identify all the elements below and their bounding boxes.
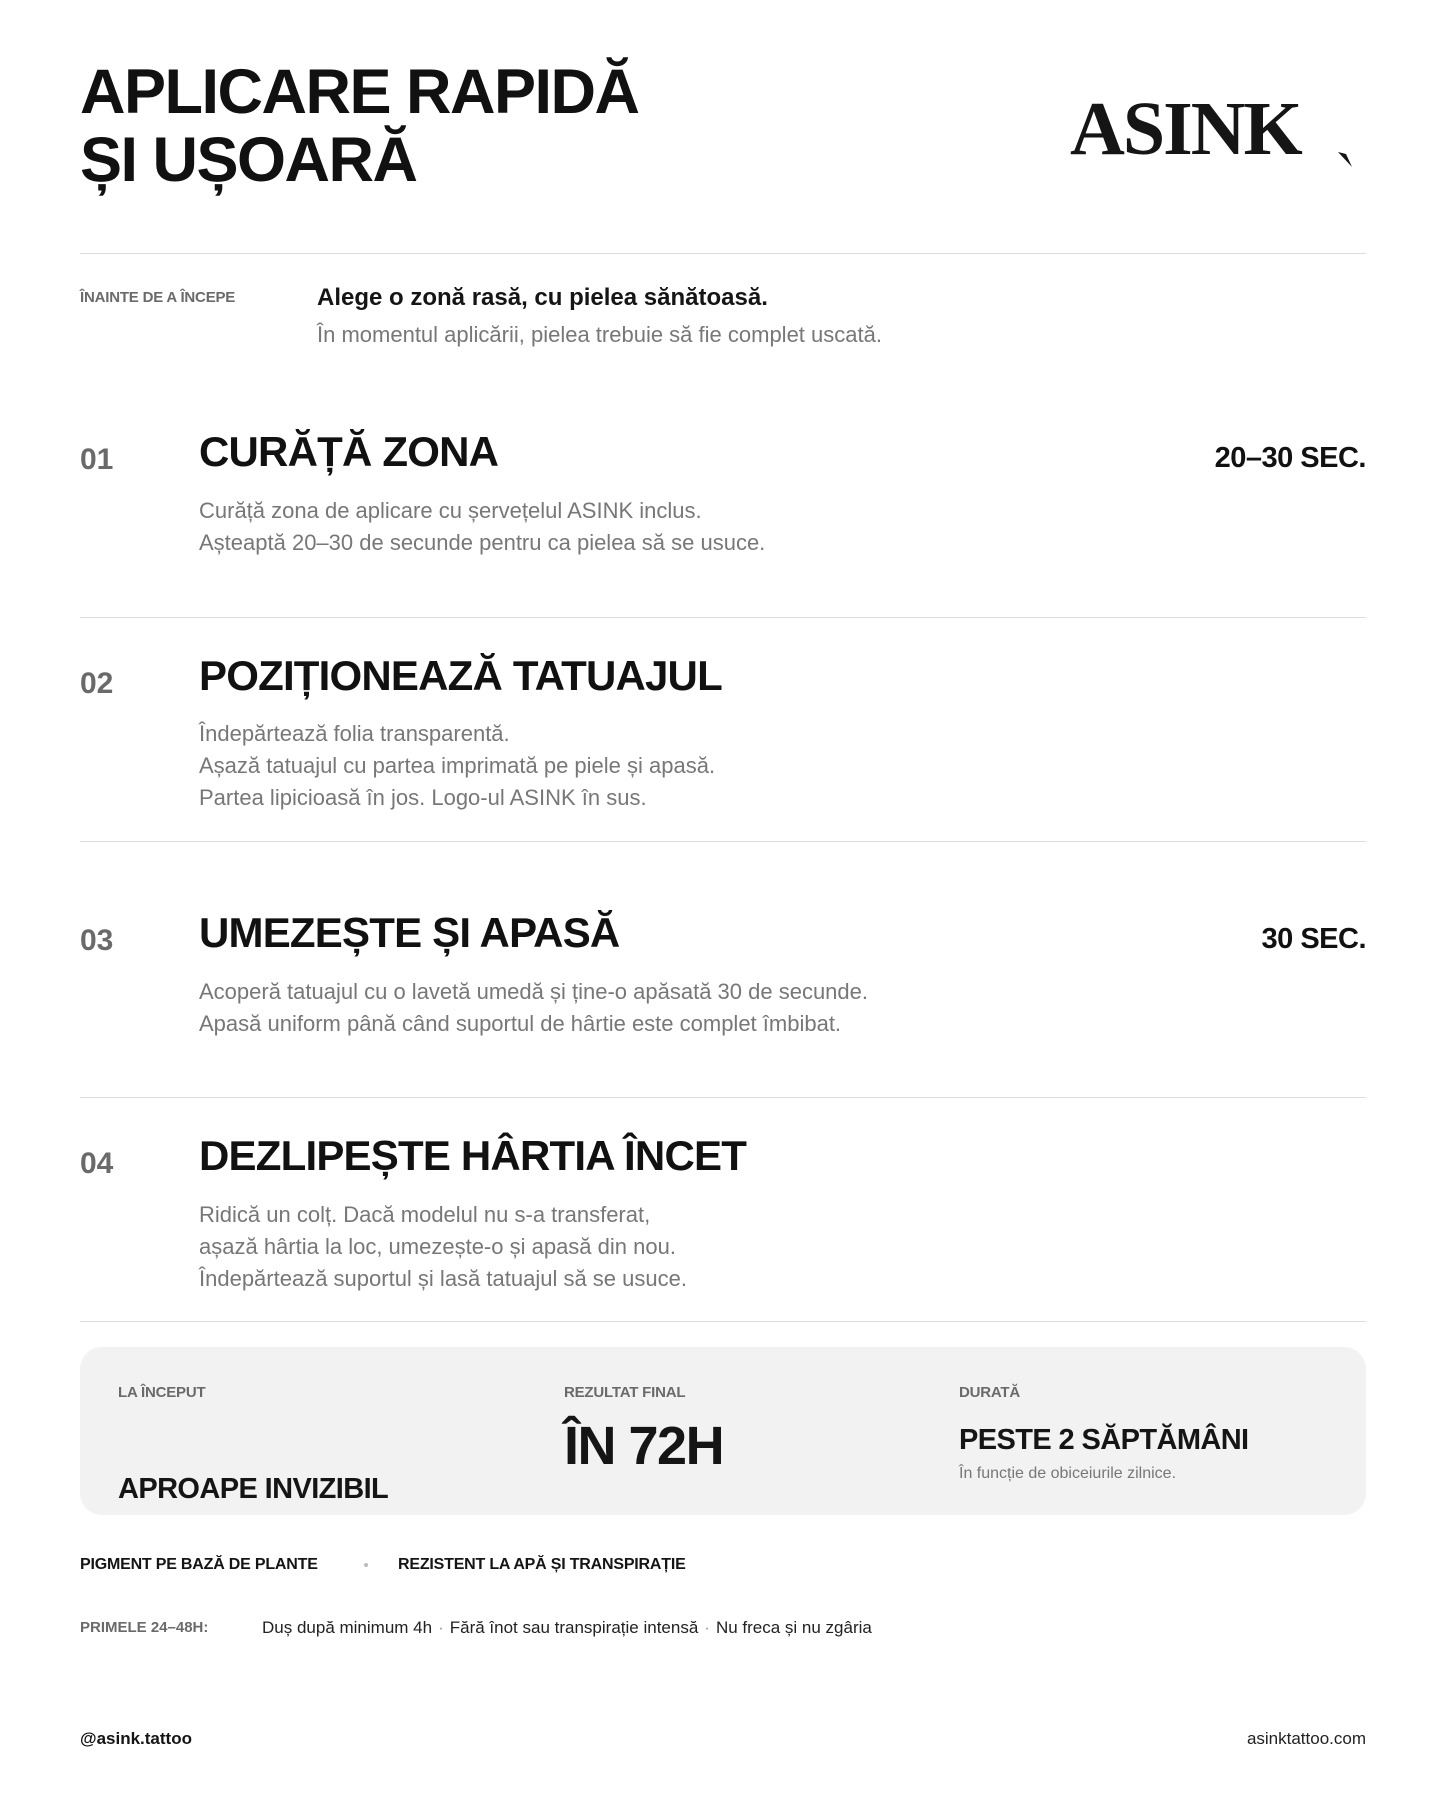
pre-text: În momentul aplicării, pielea trebuie să fie complet uscată. <box>317 322 882 347</box>
step-time: 30 SEC. <box>1261 923 1366 955</box>
result-duration-note: În funcție de obiceiurile zilnice. <box>959 1465 1177 1482</box>
care-instructions <box>262 1618 872 1638</box>
care-separator: · <box>704 1618 710 1637</box>
logo-text: ASINK <box>1070 92 1301 171</box>
care-item: Duș după minimum 4h <box>262 1618 433 1637</box>
divider <box>80 617 1366 618</box>
step-description <box>199 976 868 1040</box>
step-number: 03 <box>80 924 114 957</box>
step-description <box>199 1199 687 1295</box>
step-line: Îndepărtează folia transparentă. <box>199 721 510 746</box>
feature-item: REZISTENT LA APĂ ȘI TRANSPIRAȚIE <box>398 1556 686 1573</box>
step-line: Apasă uniform până când suportul de hârtie este complet îmbibat. <box>199 1011 842 1036</box>
care-item: Fără înot sau transpirație intensă <box>449 1618 699 1637</box>
step-description <box>199 718 715 814</box>
title-line-1: APLICARE RAPIDĂ <box>80 57 639 127</box>
step-line: Îndepărtează suportul și lasă tatuajul să se usuce. <box>199 1266 687 1291</box>
title-line-2: ȘI UȘOARĂ <box>80 125 417 195</box>
step-line: Așteaptă 20–30 de secunde pentru ca pielea să se usuce. <box>199 530 766 555</box>
result-final-value: ÎN 72H <box>564 1416 724 1476</box>
step-title: POZIȚIONEAZĂ TATUAJUL <box>199 652 722 699</box>
divider <box>80 1321 1366 1322</box>
care-separator: · <box>438 1618 444 1637</box>
page-title <box>80 58 800 194</box>
step-line: Acoperă tatuajul cu o lavetă umedă și ține-o apăsată 30 de secunde. <box>199 979 869 1004</box>
step-line: Curăță zona de aplicare cu șervețelul ASINK inclus. <box>199 498 702 523</box>
step-time: 20–30 SEC. <box>1214 442 1366 474</box>
pre-label: ÎNAINTE DE A ÎNCEPE <box>80 289 236 306</box>
step-number: 04 <box>80 1147 114 1180</box>
asink-logo <box>1070 92 1355 174</box>
result-duration-value: PESTE 2 SĂPTĂMÂNI <box>959 1424 1249 1456</box>
website-link[interactable]: asinktattoo.com <box>1246 1729 1366 1748</box>
divider <box>80 1097 1366 1098</box>
step-title: UMEZEȘTE ȘI APASĂ <box>199 909 620 956</box>
social-handle[interactable]: @asink.tattoo <box>80 1729 192 1748</box>
care-label: PRIMELE 24–48H: <box>80 1619 209 1636</box>
care-item: Nu freca și nu zgâria <box>715 1618 872 1637</box>
result-start-value: APROAPE INVIZIBIL <box>118 1473 389 1505</box>
step-line: Așază tatuajul cu partea imprimată pe piele și apasă. <box>199 753 716 778</box>
step-line: Partea lipicioasă în jos. Logo-ul ASINK în sus. <box>199 785 647 810</box>
feature-separator-dot <box>364 1563 368 1567</box>
step-line: Ridică un colț. Dacă modelul nu s-a transferat, <box>199 1202 651 1227</box>
step-number: 01 <box>80 443 114 476</box>
step-title: DEZLIPEȘTE HÂRTIA ÎNCET <box>199 1132 747 1179</box>
feature-item: PIGMENT PE BAZĂ DE PLANTE <box>80 1556 318 1573</box>
result-final-label: REZULTAT FINAL <box>564 1384 686 1401</box>
pre-heading: Alege o zonă rasă, cu pielea sănătoasă. <box>317 284 768 311</box>
step-line: așază hârtia la loc, umezește-o și apasă din nou. <box>199 1234 676 1259</box>
result-duration-label: DURATĂ <box>959 1384 1021 1401</box>
step-number: 02 <box>80 667 114 700</box>
step-description <box>199 495 765 559</box>
step-title: CURĂȚĂ ZONA <box>199 428 499 475</box>
divider <box>80 841 1366 842</box>
divider <box>80 253 1366 254</box>
result-start-label: LA ÎNCEPUT <box>118 1384 206 1401</box>
logo-flourish <box>1338 152 1352 167</box>
